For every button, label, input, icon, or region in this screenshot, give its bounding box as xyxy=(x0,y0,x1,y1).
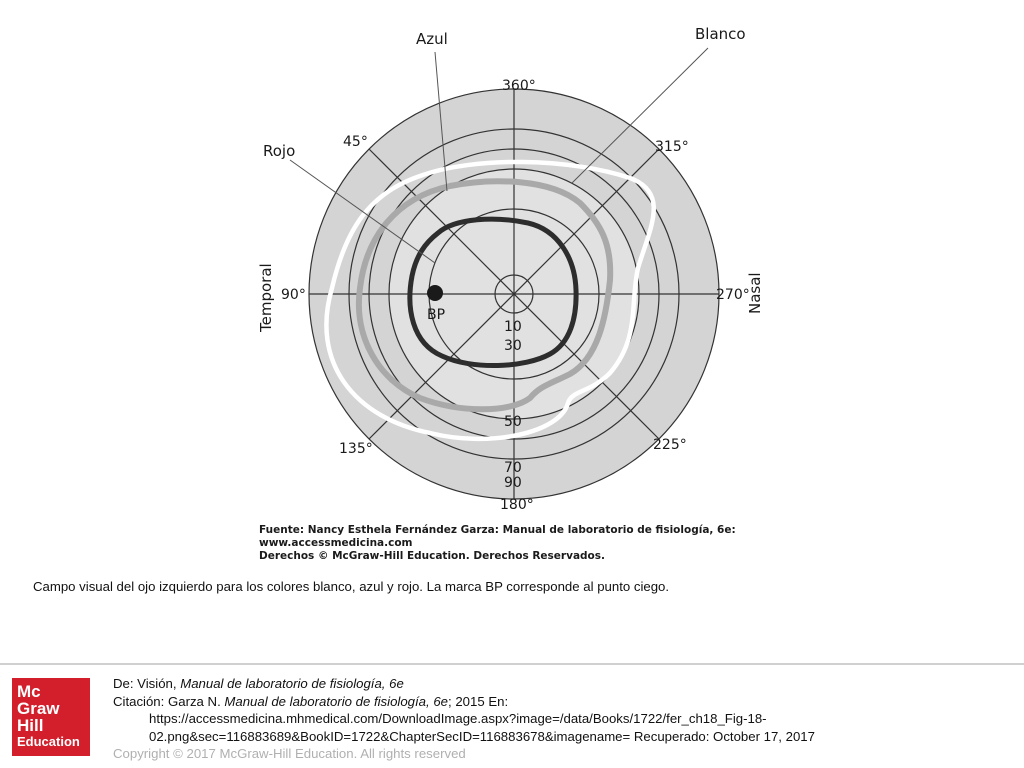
citation-line: Citación: Garza N. Manual de laboratorio de fisiología, 6e; 2015 En: xyxy=(113,693,509,709)
logo-line-2: Graw xyxy=(17,699,60,718)
source-line-3: Derechos © McGraw-Hill Education. Derechos Reservados. xyxy=(259,550,605,562)
label-180-deg: 180° xyxy=(500,497,534,513)
source-line-1: Fuente: Nancy Esthela Fernández Garza: Manual de laboratorio de fisiología, 6e: xyxy=(259,524,736,536)
label-ring-50: 50 xyxy=(504,414,522,430)
logo-line-3: Hill xyxy=(17,716,44,735)
figure-caption: Campo visual del ojo izquierdo para los colores blanco, azul y rojo. La marca BP corresponde al punto ciego. xyxy=(33,579,670,594)
footer-divider xyxy=(0,663,1024,665)
label-ring-10: 10 xyxy=(504,319,522,335)
label-315-deg: 315° xyxy=(655,139,689,155)
logo-line-1: Mc xyxy=(17,682,41,701)
label-135-deg: 135° xyxy=(339,441,373,457)
blind-spot-marker xyxy=(427,285,443,301)
citation-book-title: Manual de laboratorio de fisiología, 6e xyxy=(224,693,449,709)
label-ring-30: 30 xyxy=(504,338,522,354)
label-blanco: Blanco xyxy=(695,25,746,43)
label-225-deg: 225° xyxy=(653,437,687,453)
source-book-title: Manual de laboratorio de fisiología, 6e xyxy=(180,676,404,691)
label-270-deg: 270° xyxy=(716,287,750,303)
mcgraw-hill-logo xyxy=(12,678,90,756)
source-line-2: www.accessmedicina.com xyxy=(259,537,413,549)
source-book-line: De: Visión, Manual de laboratorio de fisiología, 6e xyxy=(113,676,404,691)
copyright-notice: Copyright © 2017 McGraw-Hill Education. All rights reserved xyxy=(113,746,466,761)
label-ring-90: 90 xyxy=(504,475,522,491)
label-45-deg: 45° xyxy=(343,134,368,150)
citation-url-line-2[interactable]: 02.png&sec=116883689&BookID=1722&ChapterSecID=116883678&imagename= Recuperado: October 17, 2017 xyxy=(149,728,815,744)
label-ring-70: 70 xyxy=(504,460,522,476)
visual-field-diagram xyxy=(250,18,770,568)
citation-url-line-1[interactable]: https://accessmedicina.mhmedical.com/DownloadImage.aspx?image=/data/Books/1722/fer_ch18_Fig-18- xyxy=(149,711,767,726)
label-90-deg: 90° xyxy=(281,287,306,303)
label-nasal: Nasal xyxy=(746,272,764,314)
label-rojo: Rojo xyxy=(263,142,296,160)
logo-line-4: Education xyxy=(17,734,80,749)
label-azul: Azul xyxy=(416,30,448,48)
citation-block xyxy=(113,675,1013,763)
label-360-deg: 360° xyxy=(502,78,536,94)
label-bp: BP xyxy=(427,307,446,323)
label-temporal: Temporal xyxy=(257,263,275,332)
